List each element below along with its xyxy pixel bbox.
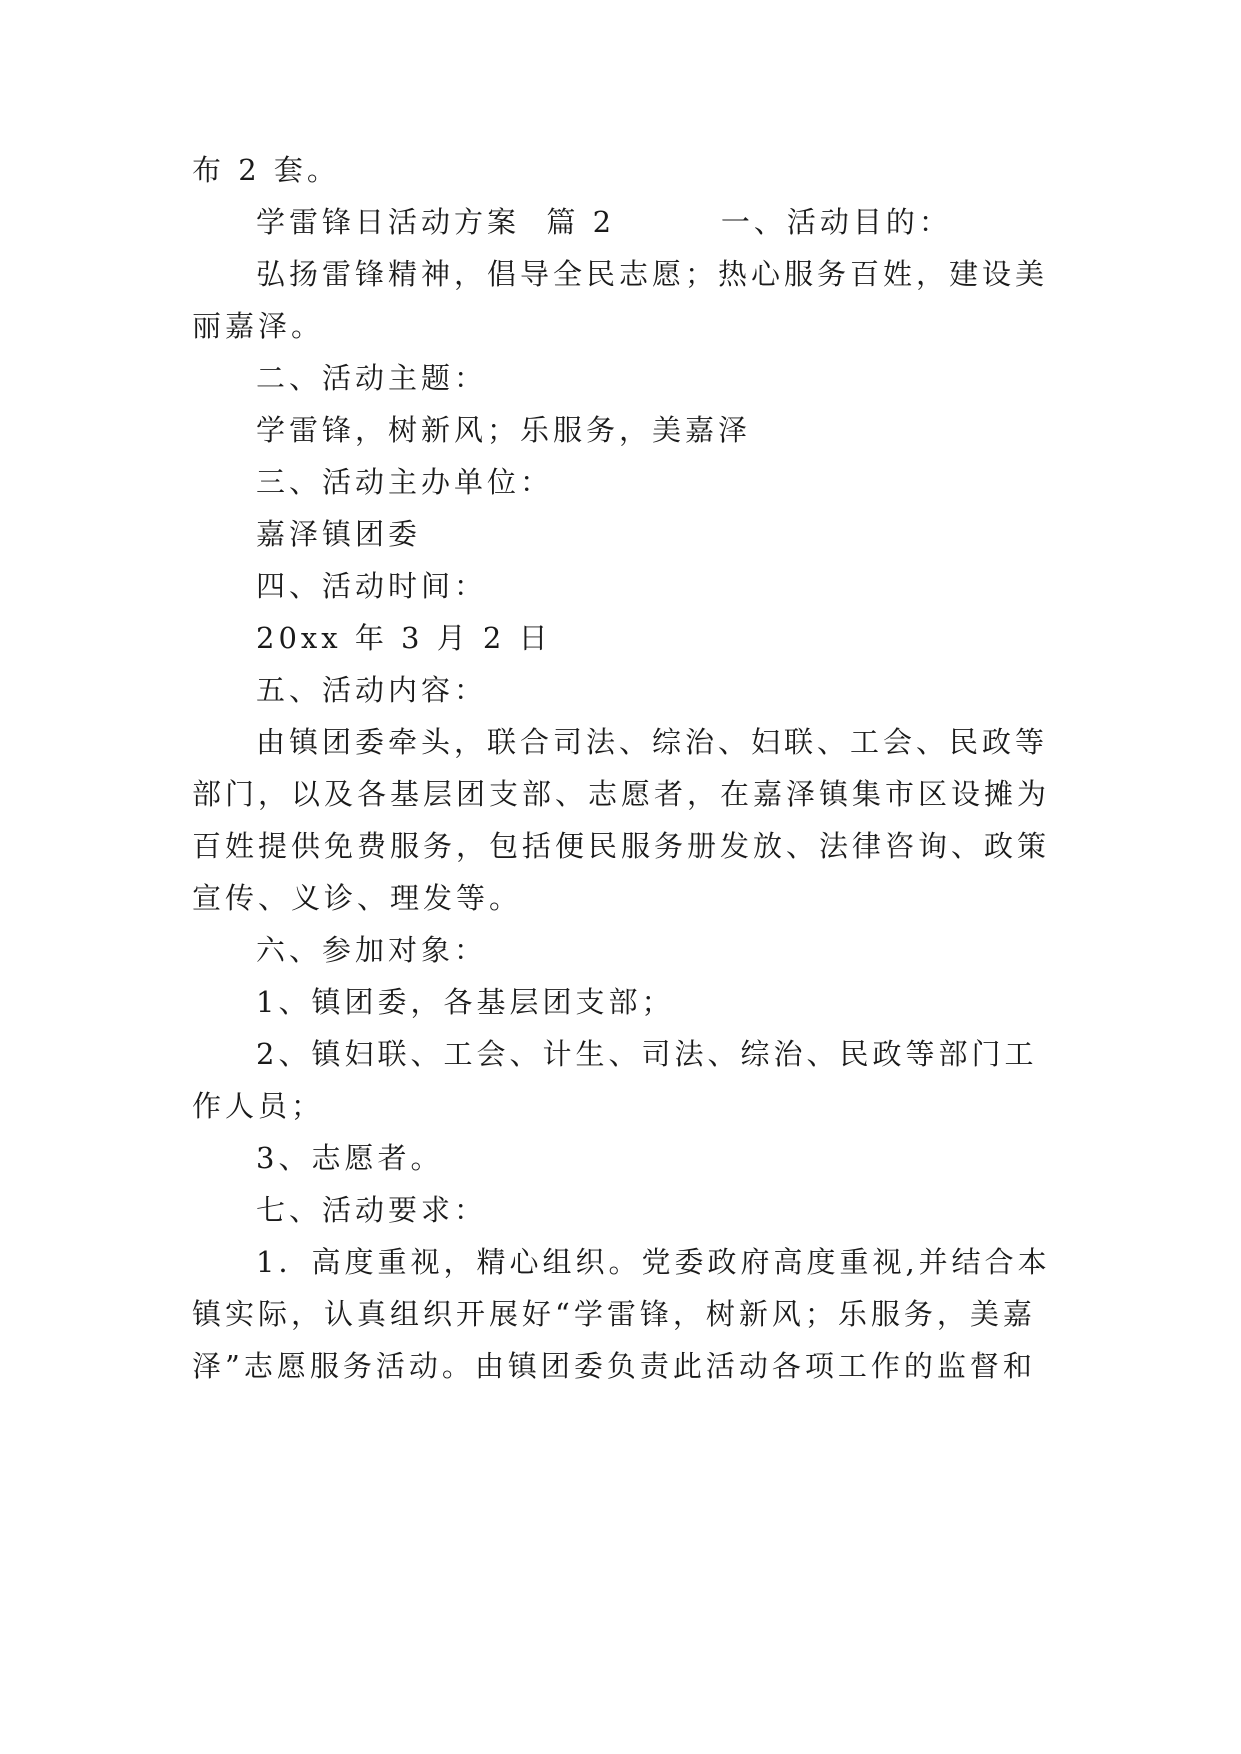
text-line: 泽”志愿服务活动。由镇团委负责此活动各项工作的监督和	[192, 1349, 1036, 1383]
text-line: 六、参加对象：	[256, 933, 488, 967]
text-line: 弘扬雷锋精神，倡导全民志愿；热心服务百姓，建设美	[256, 257, 1049, 291]
text-line: 二、活动主题：	[256, 361, 488, 395]
text-line: 2、镇妇联、工会、计生、司法、综治、民政等部门工	[256, 1037, 1038, 1071]
text-line: 三、活动主办单位：	[256, 465, 554, 499]
text-line: 宣传、义诊、理发等。	[192, 881, 523, 915]
text-line: 1、镇团委，各基层团支部；	[256, 985, 675, 1019]
text-line: 学雷锋，树新风；乐服务，美嘉泽	[256, 413, 752, 447]
text-line: 镇实际，认真组织开展好“学雷锋，树新风；乐服务，美嘉	[192, 1297, 1036, 1331]
text-line: 作人员；	[192, 1089, 325, 1123]
text-line: 七、活动要求：	[256, 1193, 488, 1227]
text-line: 五、活动内容：	[256, 673, 488, 707]
text-line: 百姓提供免费服务，包括便民服务册发放、法律咨询、政策	[192, 829, 1051, 863]
text-line: 嘉泽镇团委	[256, 517, 422, 551]
text-line: 部门，以及各基层团支部、志愿者，在嘉泽镇集市区设摊为	[192, 777, 1051, 811]
text-line: 3、志愿者。	[256, 1141, 444, 1175]
text-line: 由镇团委牵头，联合司法、综治、妇联、工会、民政等	[256, 725, 1049, 759]
text-line: 20xx 年 3 月 2 日	[256, 621, 552, 655]
text-line: 四、活动时间：	[256, 569, 488, 603]
text-line: 1．高度重视，精心组织。党委政府高度重视,并结合本	[256, 1245, 1051, 1279]
text-line: 学雷锋日活动方案 篇 2 一、活动目的：	[256, 205, 952, 239]
text-line: 布 2 套。	[192, 153, 340, 187]
text-line: 丽嘉泽。	[192, 309, 325, 343]
